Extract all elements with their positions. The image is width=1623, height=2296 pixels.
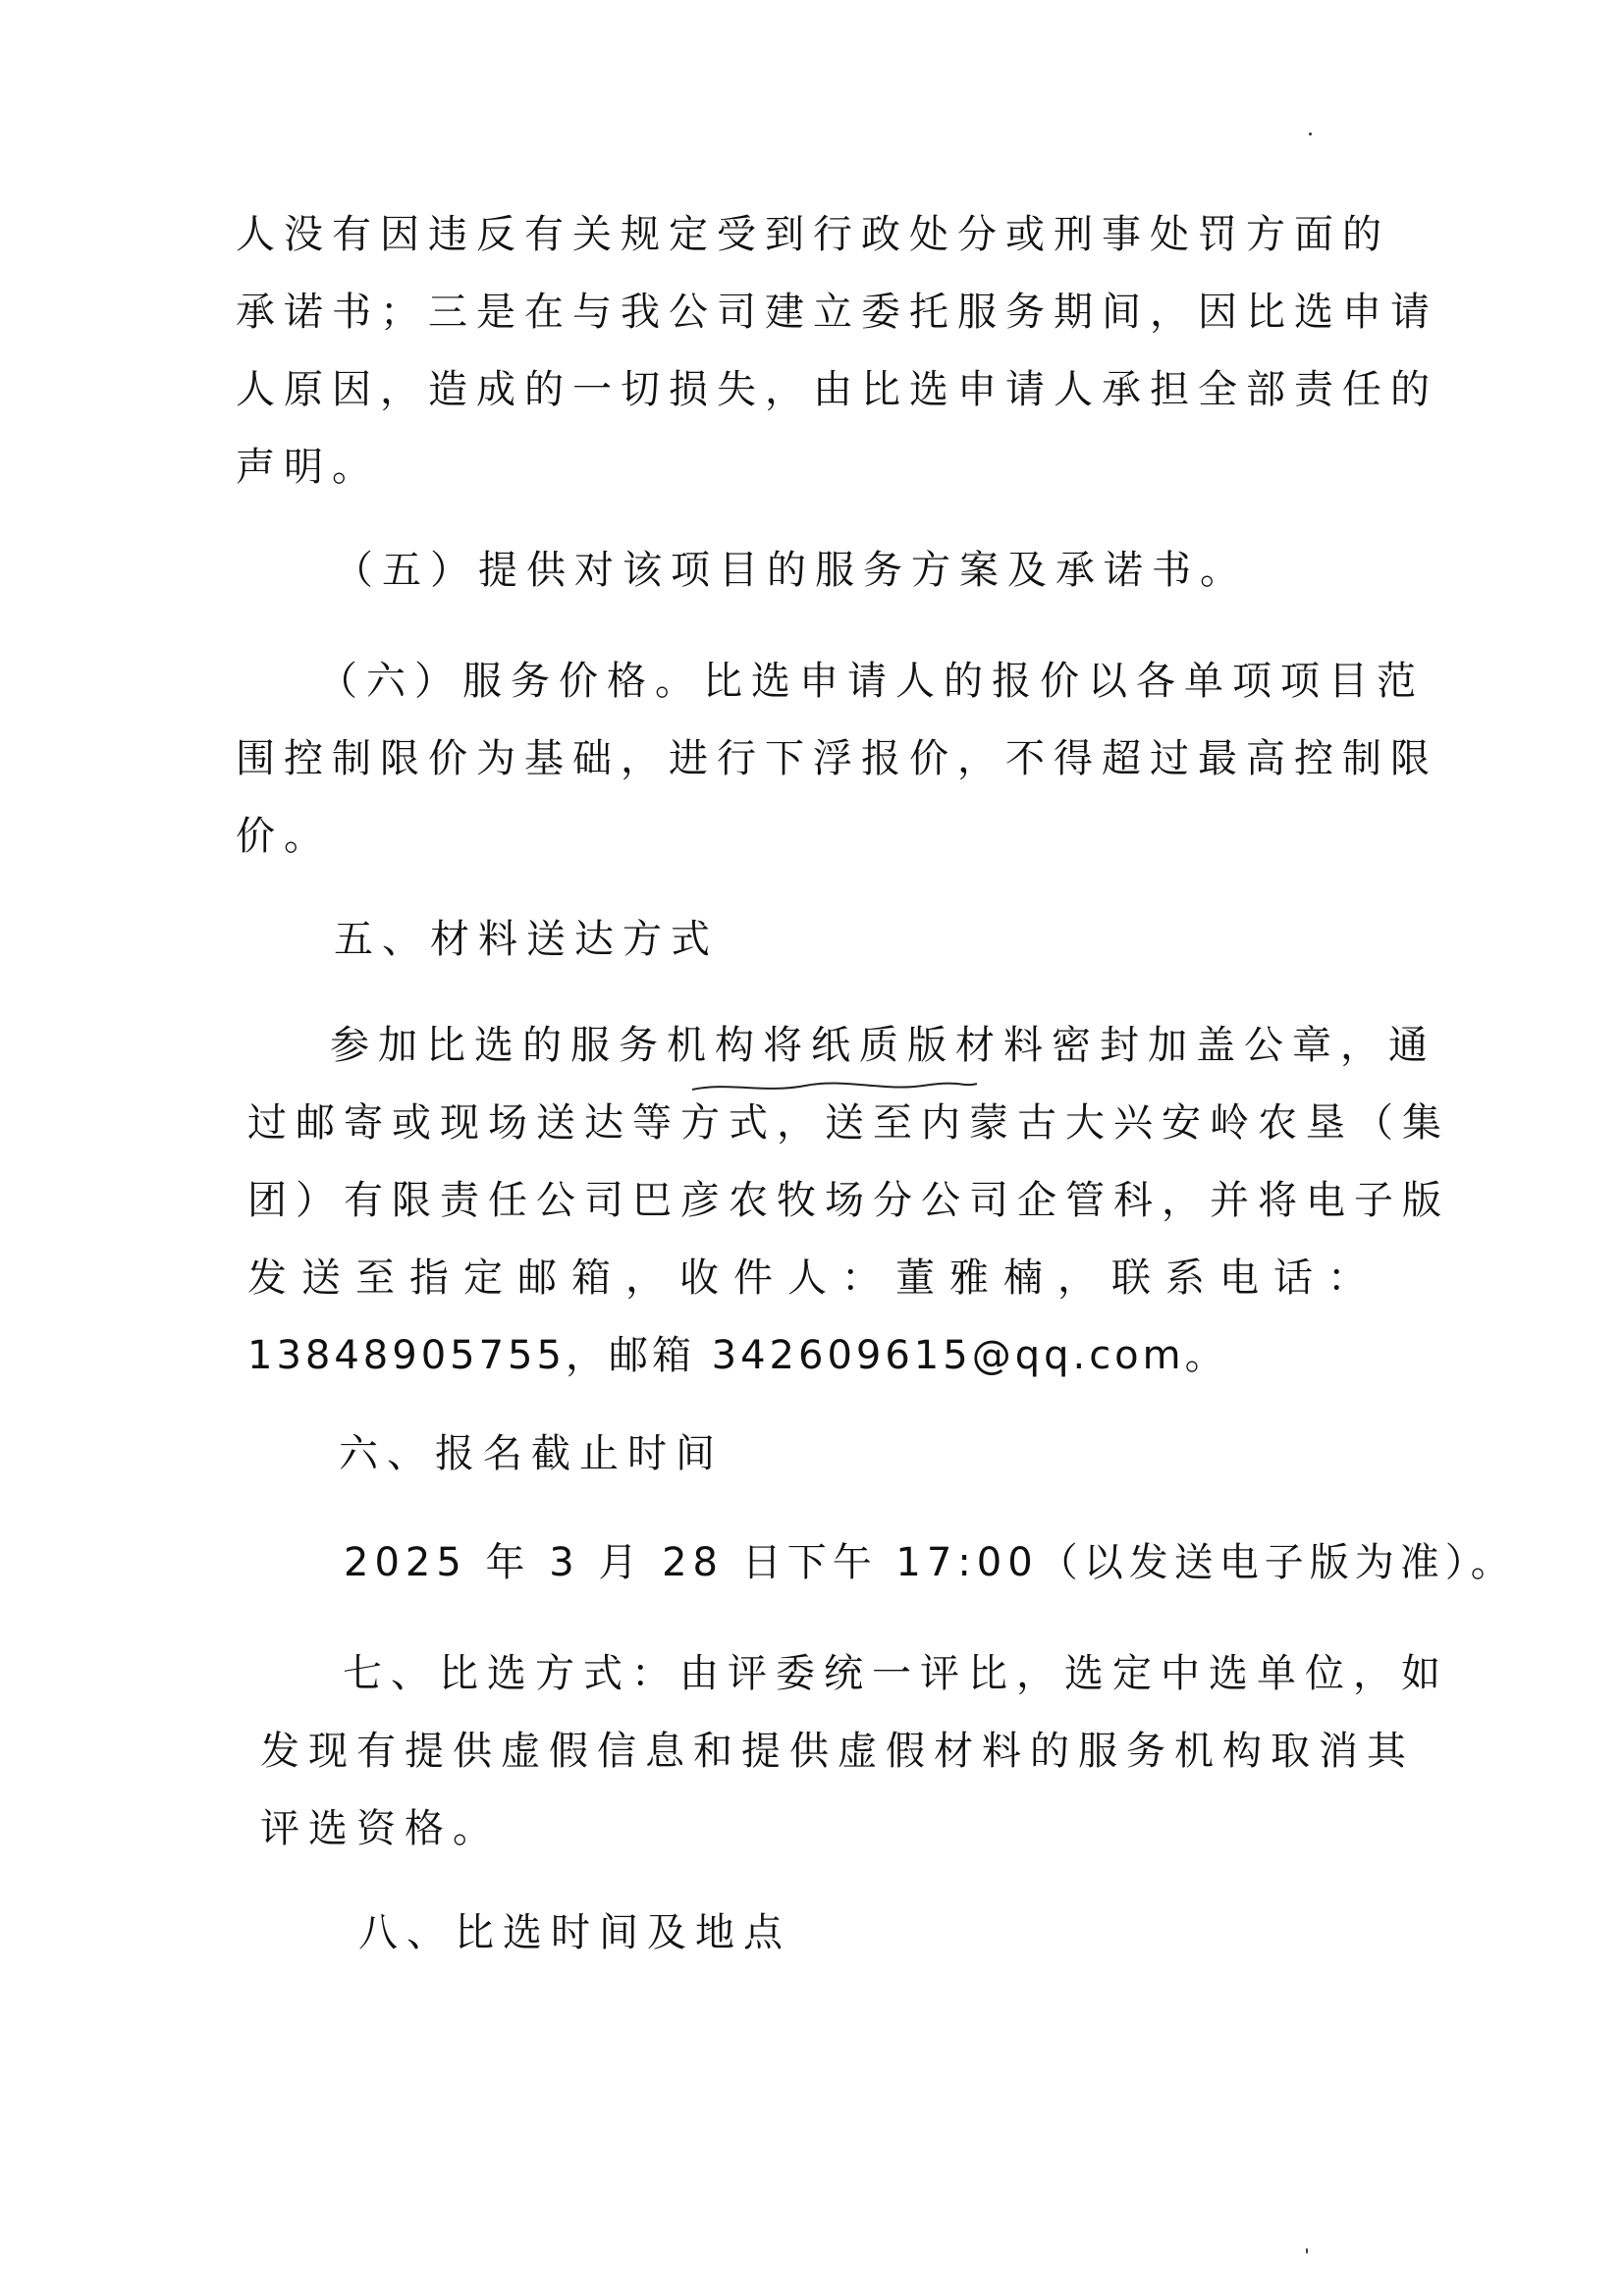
section-heading-delivery: [334, 901, 719, 979]
text-line: 发送至指定邮箱，收件人：董雅楠，联系电话：: [247, 1255, 1381, 1301]
text-line: （五）提供对该项目的服务方案及承诺书。: [334, 548, 1248, 593]
text-line: 承诺书；三是在与我公司建立委托服务期间，因比选申请: [236, 290, 1438, 335]
text-line: 声明。: [236, 445, 380, 490]
text-line: （六）服务价格。比选申请人的报价以各单项项目范: [318, 659, 1425, 704]
pen-scribble-mark: [687, 1078, 982, 1097]
scan-speck: [1306, 2248, 1308, 2254]
section-heading-time-location: [358, 1895, 791, 1972]
text-line: 人没有因违反有关规定受到行政处分或刑事处罚方面的: [236, 212, 1390, 257]
text-line: 团）有限责任公司巴彦农牧场分公司企管科，并将电子版: [247, 1178, 1450, 1223]
paragraph-selection-method: [260, 1635, 1449, 1868]
text-line: 参加比选的服务机构将纸质版材料密封加盖公章，通: [330, 1023, 1436, 1068]
text-line: 2025 年 3 月 28 日下午 17:00（以发送电子版为准）。: [344, 1540, 1516, 1585]
heading-text: 五、材料送达方式: [334, 917, 719, 962]
paragraph-item-6-service-price: [236, 643, 1438, 876]
text-line: 评选资格。: [260, 1806, 501, 1851]
heading-text: 八、比选时间及地点: [358, 1910, 791, 1955]
paragraph-deadline: [344, 1524, 1516, 1602]
text-line: 发现有提供虚假信息和提供虚假材料的服务机构取消其: [260, 1729, 1415, 1774]
text-line: 七、比选方式：由评委统一评比，选定中选单位，如: [343, 1651, 1449, 1696]
scan-speck: [1309, 133, 1312, 135]
text-line-contact: 13848905755，邮箱 342609615@qq.com。: [247, 1333, 1228, 1378]
text-line: 价。: [236, 814, 332, 859]
text-line: 围控制限价为基础，进行下浮报价，不得超过最高控制限: [236, 736, 1438, 781]
text-line: 人原因，造成的一切损失，由比选申请人承担全部责任的: [236, 367, 1438, 412]
paragraph-delivery-method: [247, 1007, 1450, 1395]
paragraph-commitment-continuation: [236, 196, 1438, 507]
text-line: 过邮寄或现场送达等方式，送至内蒙古大兴安岭农垦（集: [247, 1100, 1450, 1146]
section-heading-deadline: [339, 1415, 724, 1493]
paragraph-item-5: [334, 532, 1248, 610]
heading-text: 六、报名截止时间: [339, 1431, 724, 1476]
